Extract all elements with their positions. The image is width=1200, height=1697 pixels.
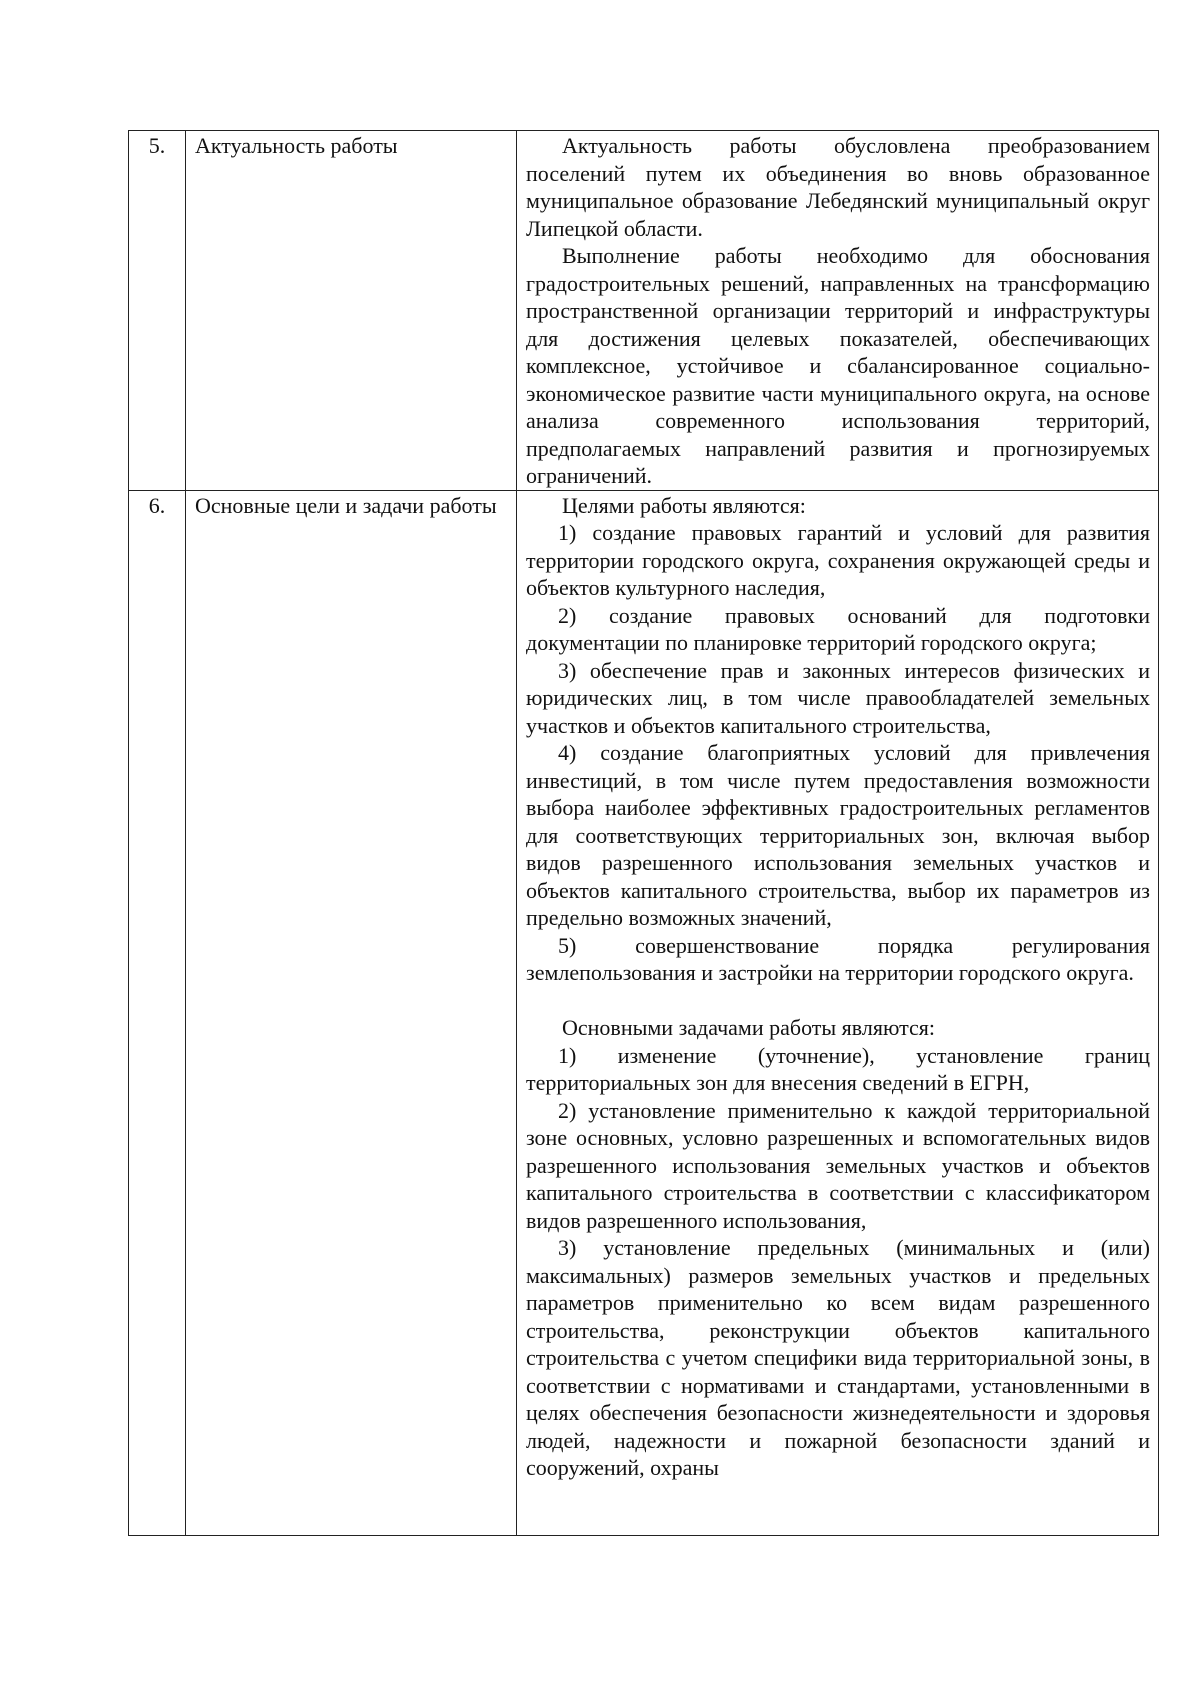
row-content	[517, 131, 1159, 491]
table-row	[129, 490, 1159, 1535]
goal-item: 4) создание благоприятных условий для привлечения инвестиций, в том числе путем предоставления возможности выбора наиболее эффективных градостроительных регламентов для соответствующих территориальных зон, включая выбор видов разрешенного использования земельных участков и объектов капитального строительства, выбор их параметров из предельно возможных значений,	[526, 740, 1150, 930]
paragraph: Выполнение работы необходимо для обоснования градостроительных решений, направленных на трансформацию пространственной организации территорий и инфраструктуры для достижения целевых показателей, обеспечивающих комплексное, устойчивое и сбалансированное социально-экономическое развитие части муниципального округа, на основе анализа современного использования территорий, предполагаемых направлений развития и прогнозируемых ограничений.	[526, 243, 1150, 488]
paragraph: Актуальность работы обусловлена преобразованием поселений путем их объединения во вновь образованное муниципальное образование Лебедянский муниципальный округ Липецкой области.	[526, 133, 1150, 241]
row-content	[517, 490, 1159, 1535]
goal-item: 3) обеспечение прав и законных интересов физических и юридических лиц, в том числе правообладателей земельных участков и объектов капитального строительства,	[526, 657, 1150, 738]
goal-item: 2) создание правовых оснований для подготовки документации по планировке территорий городского округа;	[526, 602, 1150, 655]
row-title	[186, 490, 517, 1535]
task-item: 1) изменение (уточнение), установление границ территориальных зон для внесения сведений в ЕГРН,	[526, 1042, 1150, 1095]
goal-item: 5) совершенствование порядка регулирования землепользования и застройки на территории городского округа.	[526, 932, 1150, 985]
task-item: 3) установление предельных (минимальных и (или) максимальных) размеров земельных участков и предельных параметров применительно ко всем видам разрешенного строительства, реконструкции объектов капитального строительства с учетом специфики вида территориальной зоны, в соответствии с нормативами и стандартами, установленными в целях обеспечения безопасности жизнедеятельности и здоровья людей, надежности и пожарной безопасности зданий и сооружений, охраны	[526, 1235, 1150, 1480]
task-item: 2) установление применительно к каждой территориальной зоне основных, условно разрешенных и вспомогательных видов разрешенного использования земельных участков и объектов капитального строительства в соответствии с классификатором видов разрешенного использования,	[526, 1097, 1150, 1233]
row-number: 5.	[129, 131, 186, 491]
row-title-text: Основные цели и задачи работы	[195, 492, 497, 518]
row-title	[186, 131, 517, 491]
row-title-text: Актуальность работы	[195, 133, 398, 158]
table-row	[129, 131, 1159, 491]
goals-heading: Целями работы являются:	[562, 492, 806, 518]
requirements-table	[128, 130, 1159, 1536]
tasks-heading: Основными задачами работы являются:	[562, 1015, 936, 1040]
row-number: 6.	[129, 490, 186, 1535]
goal-item: 1) создание правовых гарантий и условий для развития территории городского округа, сохранения окружающей среды и объектов культурного наследия,	[526, 520, 1150, 600]
